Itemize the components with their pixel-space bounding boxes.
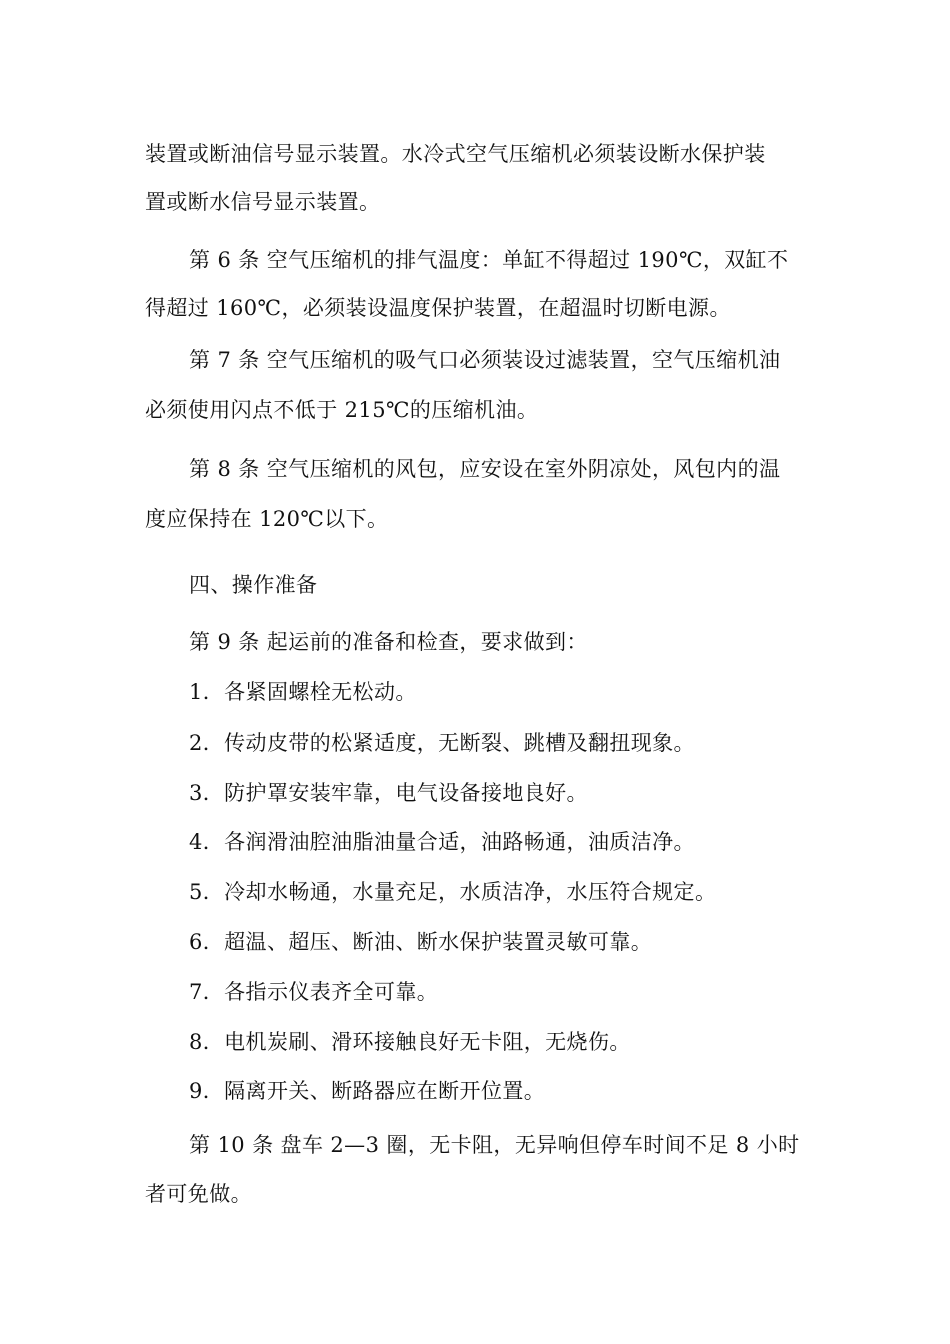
checklist-item-4: 4．各润滑油腔油脂油量合适，油路畅通，油质洁净。 [189, 830, 695, 854]
article-6-line-1: 第 6 条 空气压缩机的排气温度：单缸不得超过 190℃，双缸不 [189, 248, 789, 272]
article-7-line-2: 必须使用闪点不低于 215℃的压缩机油。 [145, 398, 539, 422]
checklist-item-7: 7．各指示仪表齐全可靠。 [189, 980, 439, 1004]
checklist-item-3: 3．防护罩安装牢靠，电气设备接地良好。 [189, 781, 588, 805]
article-10-line-1: 第 10 条 盘车 2—3 圈，无卡阻，无异响但停车时间不足 8 小时 [189, 1133, 800, 1157]
checklist-item-1: 1．各紧固螺栓无松动。 [189, 680, 417, 704]
checklist-item-2: 2．传动皮带的松紧适度，无断裂、跳槽及翻扭现象。 [189, 731, 695, 755]
checklist-item-6: 6．超温、超压、断油、断水保护装置灵敏可靠。 [189, 930, 653, 954]
article-6-line-2: 得超过 160℃，必须装设温度保护装置，在超温时切断电源。 [145, 296, 731, 320]
checklist-item-5: 5．冷却水畅通，水量充足，水质洁净，水压符合规定。 [189, 880, 717, 904]
article-10-line-2: 者可免做。 [145, 1182, 252, 1206]
checklist-item-8: 8．电机炭刷、滑环接触良好无卡阻，无烧伤。 [189, 1030, 631, 1054]
checklist-item-9: 9．隔离开关、断路器应在断开位置。 [189, 1079, 546, 1103]
article-9-line-1: 第 9 条 起运前的准备和检查，要求做到： [189, 630, 588, 654]
continued-paragraph-line-2: 置或断水信号显示装置。 [145, 190, 381, 214]
article-8-line-1: 第 8 条 空气压缩机的风包，应安设在室外阴凉处，风包内的温 [189, 457, 781, 481]
article-7-line-1: 第 7 条 空气压缩机的吸气口必须装设过滤装置，空气压缩机油 [189, 348, 781, 372]
continued-paragraph-line-1: 装置或断油信号显示装置。水冷式空气压缩机必须装设断水保护装 [145, 142, 766, 166]
article-8-line-2: 度应保持在 120℃以下。 [145, 507, 389, 531]
section-4-heading: 四、操作准备 [189, 573, 318, 597]
